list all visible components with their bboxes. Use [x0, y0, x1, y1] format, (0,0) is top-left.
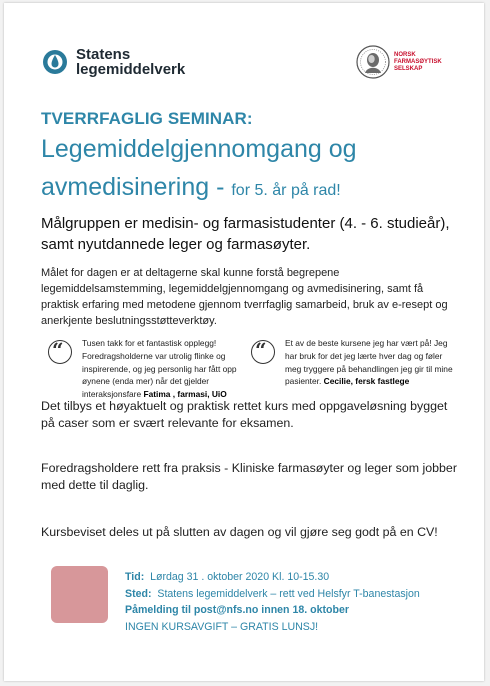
- nfs-name: [394, 52, 456, 73]
- title-line-2: [41, 173, 341, 202]
- time-label: Tid:: [125, 571, 145, 583]
- speakers-paragraph: Foredragsholdere rett fra praksis - Kliniske farmasøyter og leger som jobber med dette til daglig.: [41, 461, 457, 492]
- signup-row: Påmelding til post@nfs.no innen 18. oktober: [125, 604, 349, 616]
- fee-row: INGEN KURSAVGIFT – GRATIS LUNSJ!: [125, 620, 319, 633]
- time-value: Lørdag 31 . oktober 2020 Kl. 10-15.30: [150, 571, 330, 583]
- title-word: avmedisinering: [41, 173, 210, 201]
- nfs-line-3: SELSKAP: [394, 65, 423, 72]
- logo-wordmark: [76, 47, 185, 77]
- seal-portrait-icon: [356, 45, 390, 79]
- testimonial-body: Et av de beste kursene jeg har vært på! Jeg har bruk for det jeg lærte hver dag og føler meg tryggere på behandlingen jeg gir til mine pasienter.: [285, 338, 453, 387]
- intro-paragraph: Målet for dagen er at deltagerne skal kunne forstå begrepene legemiddelsamstemming, legemiddelgjennomgang og avmedisinering, samt få praktisk erfaring med metodene gjennom tverrfaglig samarbeid, bruk av e-resept og anerkjente beslutningsstøtteverktøy.: [41, 267, 448, 327]
- quote-mark-icon: “: [251, 340, 275, 364]
- event-details: [125, 569, 420, 635]
- color-swatch: [51, 566, 108, 623]
- testimonial-text: [82, 337, 258, 401]
- time-row: [125, 569, 420, 586]
- nfs-logo: [356, 45, 456, 79]
- title-dash: -: [209, 173, 232, 201]
- quote-mark-icon: “: [48, 340, 72, 364]
- seminar-kicker: TVERRFAGLIG SEMINAR:: [41, 109, 253, 128]
- certificate-paragraph: Kursbeviset deles ut på slutten av dagen og vil gjøre seg godt på en CV!: [41, 525, 438, 539]
- logo-line-1: Statens: [76, 46, 131, 63]
- course-paragraph: Det tilbys et høyaktuelt og praktisk rettet kurs med oppgaveløsning bygget på caser som er svært relevante for eksamen.: [41, 399, 448, 430]
- place-value: Statens legemiddelverk – rett ved Helsfyr T-banestasjon: [157, 587, 420, 600]
- flyer-page: [4, 3, 484, 681]
- target-group: Målgruppen er medisin- og farmasistudenter (4. - 6. studieår), samt nyutdannede leger og farmasøyter.: [41, 215, 450, 253]
- place-row: [125, 586, 420, 603]
- nfs-line-2: FARMASØYTISK: [394, 58, 442, 65]
- testimonial-1: [48, 337, 258, 401]
- place-label: Sted:: [125, 587, 152, 600]
- nfs-line-1: NORSK: [394, 51, 416, 58]
- statens-legemiddelverk-logo: [42, 47, 185, 77]
- testimonial-2: [251, 337, 459, 388]
- title-tagline: for 5. år på rad!: [231, 182, 341, 199]
- logo-line-2: legemiddelverk: [76, 61, 186, 78]
- testimonial-author: Cecilie, fersk fastlege: [323, 376, 410, 387]
- testimonial-body: Tusen takk for et fantastisk opplegg! Foredragsholderne var utrolig flinke og inspirerende, og jeg personlig har fått opp øynene (enda mer) når det gjelder interaksjonsfare: [82, 338, 237, 400]
- title-line-1: Legemiddelgjennomgang og: [41, 135, 357, 163]
- testimonial-text: [285, 337, 459, 388]
- drop-logo-icon: [42, 49, 68, 75]
- testimonial-author: Fatima , farmasi, UiO: [143, 389, 227, 400]
